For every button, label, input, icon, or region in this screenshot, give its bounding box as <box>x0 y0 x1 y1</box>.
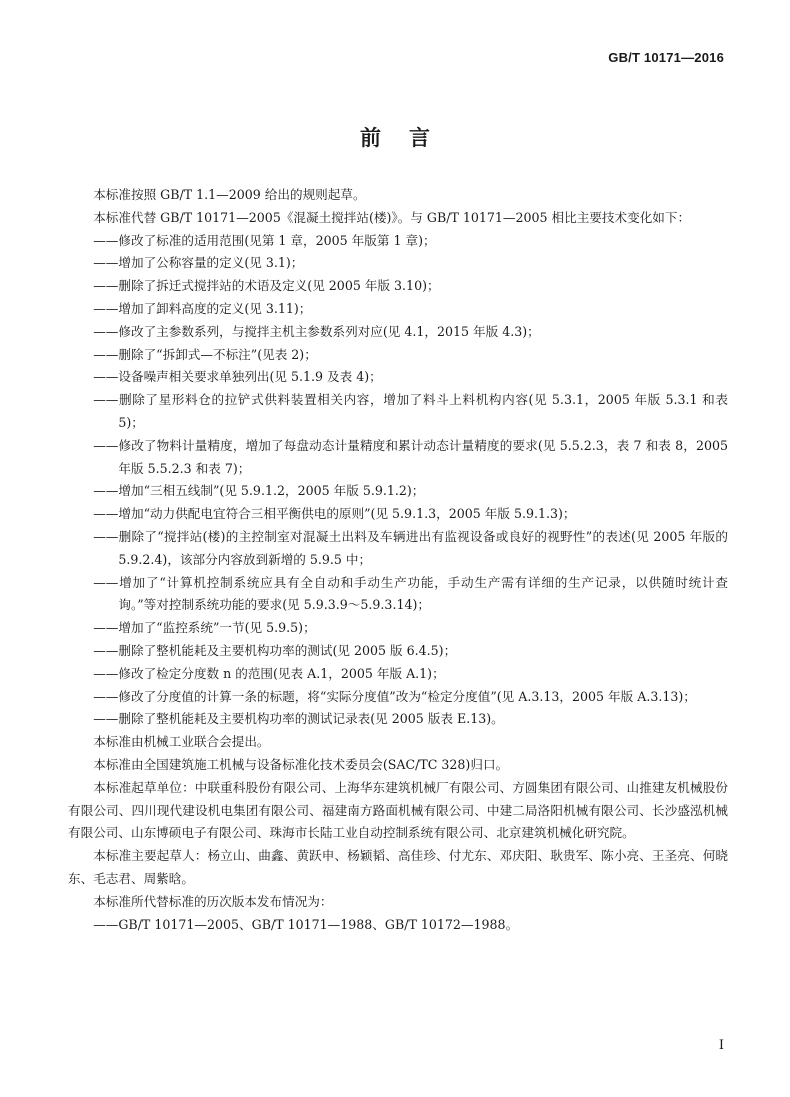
change-item: ——增加“三相五线制”(见 5.9.1.2，2005 年版 5.9.1.2)； <box>93 483 425 499</box>
closing-paragraph: 本标准由机械工业联合会提出。 <box>93 734 270 750</box>
change-item: ——删除了星形料仓的拉铲式供料装置相关内容，增加了料斗上料机构内容(见 5.3.1，2005 年版 5.3.1 和表 5)； <box>93 392 728 430</box>
change-item: ——修改了检定分度数 n 的范围(见表 A.1，2005 年版 A.1)； <box>93 665 445 681</box>
closing-paragraph: 本标准所代替标准的历次版本发布情况为： <box>93 893 333 909</box>
change-item: ——增加“动力供配电宜符合三相平衡供电的原则”(见 5.9.1.3，2005 年版 5.9.1.3)； <box>93 506 576 522</box>
change-item: ——修改了主参数系列，与搅拌主机主参数系列对应(见 4.1，2015 年版 4.3)； <box>93 323 540 339</box>
change-item: ——修改了标准的适用范围(见第 1 章，2005 年版第 1 章)； <box>93 232 436 248</box>
intro-paragraph: 本标准按照 GB/T 1.1—2009 给出的规则起草。 <box>93 187 366 202</box>
standard-number: GB/T 10171—2016 <box>608 50 724 65</box>
change-item: ——删除了拆迁式搅拌站的术语及定义(见 2005 年版 3.10)； <box>93 278 440 294</box>
change-item: ——删除了整机能耗及主要机构功率的测试记录表(见 2005 版表 E.13)。 <box>93 711 504 727</box>
change-item: ——增加了卸料高度的定义(见 3.11)； <box>93 300 312 316</box>
page-number: I <box>718 1038 724 1053</box>
page-title: 前言 <box>360 126 458 150</box>
closing-paragraph: 本标准起草单位：中联重科股份有限公司、上海华东建筑机械厂有限公司、方圆集团有限公司、山推建友机械股份有限公司、四川现代建设机电集团有限公司、福建南方路面机械有限公司、中建二局洛阳机械有限公司、长沙盛泓机械有限公司、山东博硕电子有限公司、珠海市长陆工业自动控制系统有限公司、北京建筑机械化研究院。 <box>68 779 728 841</box>
change-item: ——修改了分度值的计算一条的标题，将“实际分度值”改为“检定分度值”(见 A.3.13，2005 年版 A.3.13)； <box>93 688 696 704</box>
change-item: ——设备噪声相关要求单独列出(见 5.1.9 及表 4)； <box>93 369 382 385</box>
change-item: ——修改了物料计量精度，增加了每盘动态计量精度和累计动态计量精度的要求(见 5.5.2.3，表 7 和表 8，2005 年版 5.5.2.3 和表 7)； <box>93 437 728 476</box>
foreword-body <box>68 184 728 936</box>
change-item: ——增加了“计算机控制系统应具有全自动和手动生产功能，手动生产需有详细的生产记录，以供随时统计查询。”等对控制系统功能的要求(见 5.9.3.9～5.9.3.14)； <box>93 574 728 613</box>
change-item: ——增加了公称容量的定义(见 3.1)； <box>93 255 304 271</box>
change-item: ——增加了“监控系统”一节(见 5.9.5)； <box>93 620 316 636</box>
closing-paragraph: 本标准主要起草人：杨立山、曲鑫、黄跃申、杨颖韬、高佳珍、付尤东、邓庆阳、耿贵军、陈小亮、王圣亮、何晓东、毛志君、周紫晗。 <box>68 848 728 886</box>
intro-paragraph: 本标准代替 GB/T 10171—2005《混凝土搅拌站(楼)》。与 GB/T 10171—2005 相比主要技术变化如下： <box>93 209 691 225</box>
history-item: ——GB/T 10171—2005、GB/T 10171—1988、GB/T 10172—1988。 <box>93 916 519 932</box>
change-item: ——删除了“搅拌站(楼)的主控制室对混凝土出料及车辆进出有监视设备或良好的视野性”的表述(见 2005 年版的 5.9.2.4)，该部分内容放到新增的 5.9.5 中； <box>93 528 728 567</box>
closing-paragraph: 本标准由全国建筑施工机械与设备标准化技术委员会(SAC/TC 328)归口。 <box>93 756 509 772</box>
change-item: ——删除了“拆卸式—不标注”(见表 2)； <box>93 346 317 362</box>
change-item: ——删除了整机能耗及主要机构功率的测试(见 2005 版 6.4.5)； <box>93 642 457 658</box>
